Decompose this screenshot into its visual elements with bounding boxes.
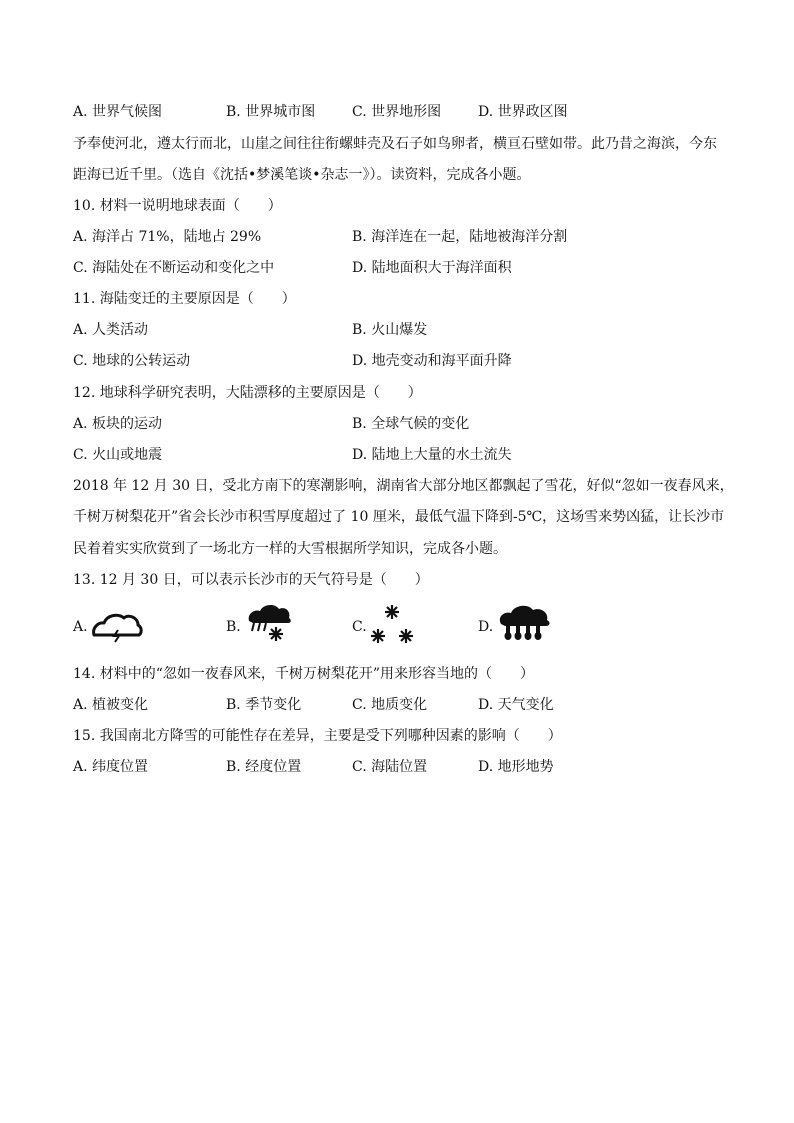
q9-option-a: A. 世界气候图 bbox=[73, 104, 163, 120]
material2-line1: 2018 年 12 月 30 日，受北方南下的寒潮影响，湖南省大部分地区都飘起了雪花，好似“忽如一夜春风来， bbox=[73, 478, 734, 494]
q15-stem: 15. 我国南北方降雪的可能性存在差异，主要是受下列哪种因素的影响（ ） bbox=[73, 728, 562, 744]
q11-option-b: B. 火山爆发 bbox=[352, 322, 428, 338]
q13-label-c: C. bbox=[352, 619, 367, 635]
q12-option-d: D. 陆地上大量的水土流失 bbox=[352, 447, 512, 463]
q15-option-c: C. 海陆位置 bbox=[352, 759, 428, 775]
q13-label-a: A. bbox=[73, 619, 88, 635]
thunderstorm-icon bbox=[90, 608, 144, 644]
q11-stem: 11. 海陆变迁的主要原因是（ ） bbox=[73, 291, 296, 307]
q11-option-a: A. 人类活动 bbox=[73, 322, 149, 338]
q14-option-b: B. 季节变化 bbox=[226, 697, 302, 713]
q11-option-d: D. 地壳变动和海平面升降 bbox=[352, 353, 512, 369]
q9-option-c: C. 世界地形图 bbox=[352, 104, 442, 120]
q15-option-d: D. 地形地势 bbox=[478, 759, 554, 775]
q12-option-a: A. 板块的运动 bbox=[73, 416, 163, 432]
q15-option-b: B. 经度位置 bbox=[226, 759, 302, 775]
q15-option-a: A. 纬度位置 bbox=[73, 759, 149, 775]
snow-icon bbox=[366, 603, 418, 645]
q14-option-c: C. 地质变化 bbox=[352, 697, 428, 713]
q9-option-d: D. 世界政区图 bbox=[478, 104, 568, 120]
q12-stem: 12. 地球科学研究表明，大陆漂移的主要原因是（ ） bbox=[73, 385, 422, 401]
q14-stem: 14. 材料中的“忽如一夜春风来，千树万树梨花开”用来形容当地的（ ） bbox=[73, 666, 535, 682]
q10-stem: 10. 材料一说明地球表面（ ） bbox=[73, 198, 282, 214]
q12-option-b: B. 全球气候的变化 bbox=[352, 416, 470, 432]
material2-line2: 千树万树梨花开”省会长沙市积雪厚度超过了 10 厘米，最低气温下降到-5℃，这场雪来势凶猛，让长沙市 bbox=[73, 509, 725, 525]
q13-label-d: D. bbox=[478, 619, 494, 635]
q11-option-c: C. 地球的公转运动 bbox=[73, 353, 191, 369]
material1-line1: 予奉使河北，遵太行而北，山崖之间往往衔螺蚌壳及石子如鸟卵者，横亘石壁如带。此乃昔之海滨，今东 bbox=[73, 136, 717, 152]
q10-option-c: C. 海陆处在不断运动和变化之中 bbox=[73, 260, 275, 276]
q10-option-b: B. 海洋连在一起，陆地被海洋分割 bbox=[352, 229, 568, 245]
q9-option-b: B. 世界城市图 bbox=[226, 104, 316, 120]
q10-option-a: A. 海洋占 71%，陆地占 29% bbox=[73, 229, 262, 245]
sleet-icon bbox=[245, 603, 293, 643]
q13-label-b: B. bbox=[226, 619, 241, 635]
material1-line2: 距海已近千里。（选自《沈括•梦溪笔谈•杂志一》）。读资料，完成各小题。 bbox=[73, 167, 531, 183]
material2-line3: 民着着实实欣赏到了一场北方一样的大雪根据所学知识，完成各小题。 bbox=[73, 541, 507, 557]
q14-option-d: D. 天气变化 bbox=[478, 697, 554, 713]
q12-option-c: C. 火山或地震 bbox=[73, 447, 163, 463]
q10-option-d: D. 陆地面积大于海洋面积 bbox=[352, 260, 512, 276]
q13-stem: 13. 12 月 30 日，可以表示长沙市的天气符号是（ ） bbox=[73, 572, 429, 588]
q14-option-a: A. 植被变化 bbox=[73, 697, 149, 713]
heavy-rain-icon bbox=[496, 603, 554, 643]
